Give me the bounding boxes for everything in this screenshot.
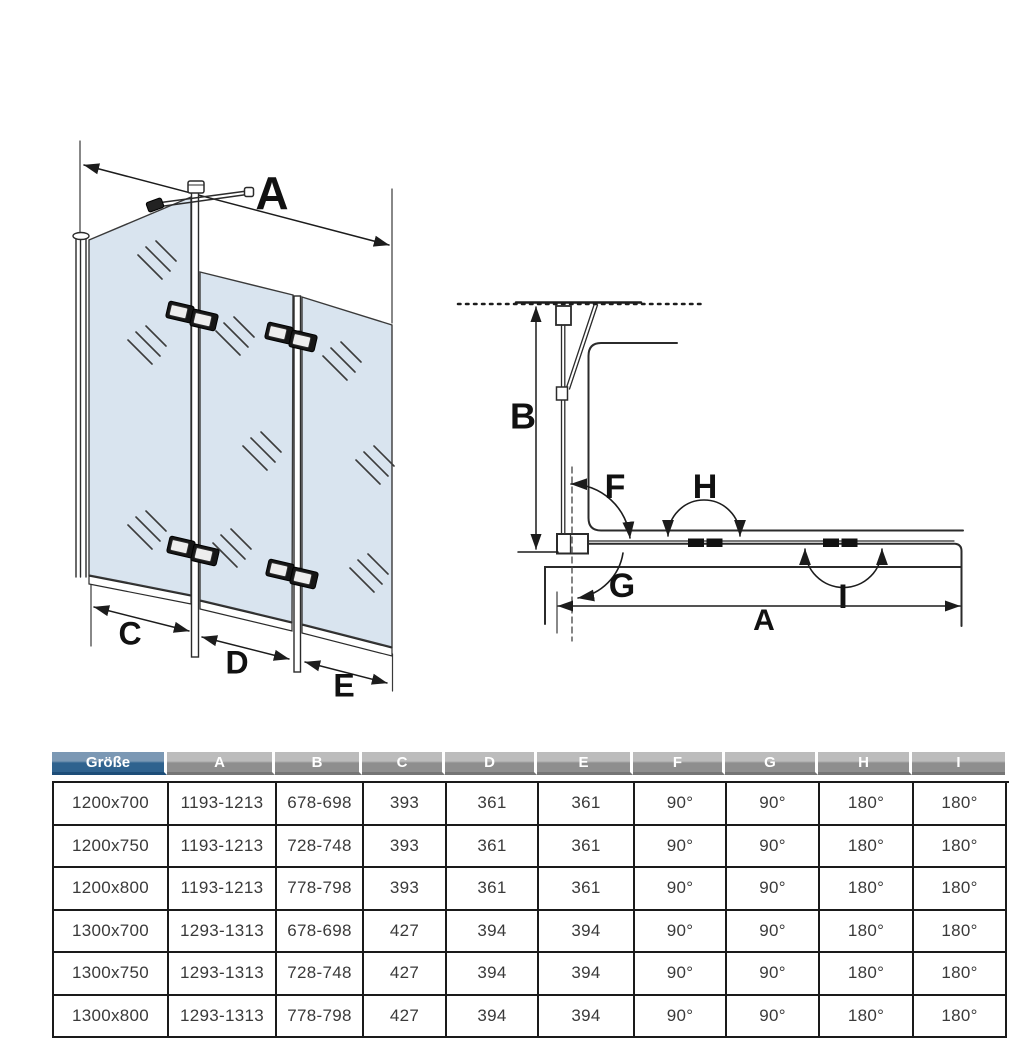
table-cell: 427 [364, 996, 447, 1039]
table-cell: 394 [447, 996, 539, 1039]
header-cell-b: B [275, 752, 362, 775]
wall-profile [73, 233, 90, 578]
header-cell-f: F [633, 752, 725, 775]
table-cell: 1200x800 [54, 868, 169, 911]
table-cell: 1193-1213 [169, 783, 277, 826]
table-cell: 1293-1313 [169, 996, 277, 1039]
table-cell: 90° [635, 783, 727, 826]
header-cell-d: D [445, 752, 537, 775]
plan-hinge-2 [823, 539, 858, 548]
table-cell: 1300x700 [54, 911, 169, 954]
glass-panel-right [302, 297, 392, 647]
table-cell: 180° [914, 868, 1007, 911]
table-cell: 1200x750 [54, 826, 169, 869]
table-cell: 361 [539, 868, 635, 911]
table-cell: 90° [635, 953, 727, 996]
panel-divider [294, 296, 301, 672]
table-cell: 180° [914, 911, 1007, 954]
table-cell: 180° [820, 996, 914, 1039]
table-cell: 778-798 [277, 868, 364, 911]
dim-label-i: I [838, 577, 848, 616]
table-cell: 1293-1313 [169, 911, 277, 954]
table-cell: 394 [539, 996, 635, 1039]
table-cell: 180° [820, 868, 914, 911]
table-cell: 180° [820, 783, 914, 826]
support-bar-wall-cap [245, 188, 254, 197]
table-cell: 1300x750 [54, 953, 169, 996]
header-cell-h: H [818, 752, 912, 775]
dim-label-h: H [692, 467, 718, 506]
spec-table [52, 752, 1009, 1038]
table-cell: 394 [447, 953, 539, 996]
table-cell: 180° [820, 826, 914, 869]
wall-post [562, 325, 565, 535]
table-cell: 90° [635, 911, 727, 954]
dim-label-c: C [118, 615, 142, 652]
spec-table-header [52, 752, 1009, 775]
plan-hinge-1 [688, 539, 723, 548]
table-cell: 1293-1313 [169, 953, 277, 996]
table-cell: 180° [914, 783, 1007, 826]
table-cell: 393 [364, 868, 447, 911]
support-bar-connector [557, 387, 568, 400]
table-cell: 394 [447, 911, 539, 954]
table-cell: 180° [820, 911, 914, 954]
table-cell: 1200x700 [54, 783, 169, 826]
side-view-diagram [458, 303, 963, 642]
header-cell-i: I [912, 752, 1005, 775]
table-cell: 90° [635, 868, 727, 911]
table-cell: 90° [727, 868, 820, 911]
pivot-post-cap [188, 181, 204, 193]
table-cell: 393 [364, 826, 447, 869]
table-cell: 180° [820, 953, 914, 996]
dim-label-d: D [225, 644, 249, 681]
header-cell-groesse: Größe [52, 752, 167, 775]
front-view-diagram [73, 141, 394, 703]
table-cell: 90° [727, 953, 820, 996]
table-cell: 394 [539, 953, 635, 996]
dim-label-a-plan: A [753, 603, 775, 637]
table-cell: 394 [539, 911, 635, 954]
table-cell: 180° [914, 953, 1007, 996]
spec-table-body [52, 781, 1009, 1038]
table-cell: 180° [914, 826, 1007, 869]
table-cell: 361 [539, 826, 635, 869]
table-cell: 90° [727, 996, 820, 1039]
table-cell: 678-698 [277, 783, 364, 826]
table-cell: 361 [539, 783, 635, 826]
table-cell: 1193-1213 [169, 868, 277, 911]
table-cell: 1193-1213 [169, 826, 277, 869]
table-cell: 678-698 [277, 911, 364, 954]
table-cell: 778-798 [277, 996, 364, 1039]
panel-open-outline [589, 343, 964, 531]
wall-profile-cap [73, 233, 89, 240]
table-cell: 728-748 [277, 826, 364, 869]
dim-label-g: G [608, 566, 636, 605]
dim-label-a: A [255, 167, 289, 220]
table-cell: 361 [447, 868, 539, 911]
table-cell: 427 [364, 911, 447, 954]
table-cell: 90° [727, 911, 820, 954]
header-cell-e: E [537, 752, 633, 775]
table-cell: 1300x800 [54, 996, 169, 1039]
table-cell: 90° [635, 826, 727, 869]
table-cell: 361 [447, 783, 539, 826]
table-cell: 90° [635, 996, 727, 1039]
header-cell-a: A [167, 752, 275, 775]
header-cell-g: G [725, 752, 818, 775]
table-cell: 728-748 [277, 953, 364, 996]
table-cell: 361 [447, 826, 539, 869]
table-cell: 90° [727, 783, 820, 826]
dim-label-e: E [333, 667, 355, 704]
header-cell-c: C [362, 752, 445, 775]
table-cell: 393 [364, 783, 447, 826]
dim-label-f: F [604, 467, 626, 506]
table-cell: 427 [364, 953, 447, 996]
table-cell: 180° [914, 996, 1007, 1039]
dim-label-b: B [510, 395, 536, 437]
wall-bracket [556, 306, 571, 325]
table-cell: 90° [727, 826, 820, 869]
